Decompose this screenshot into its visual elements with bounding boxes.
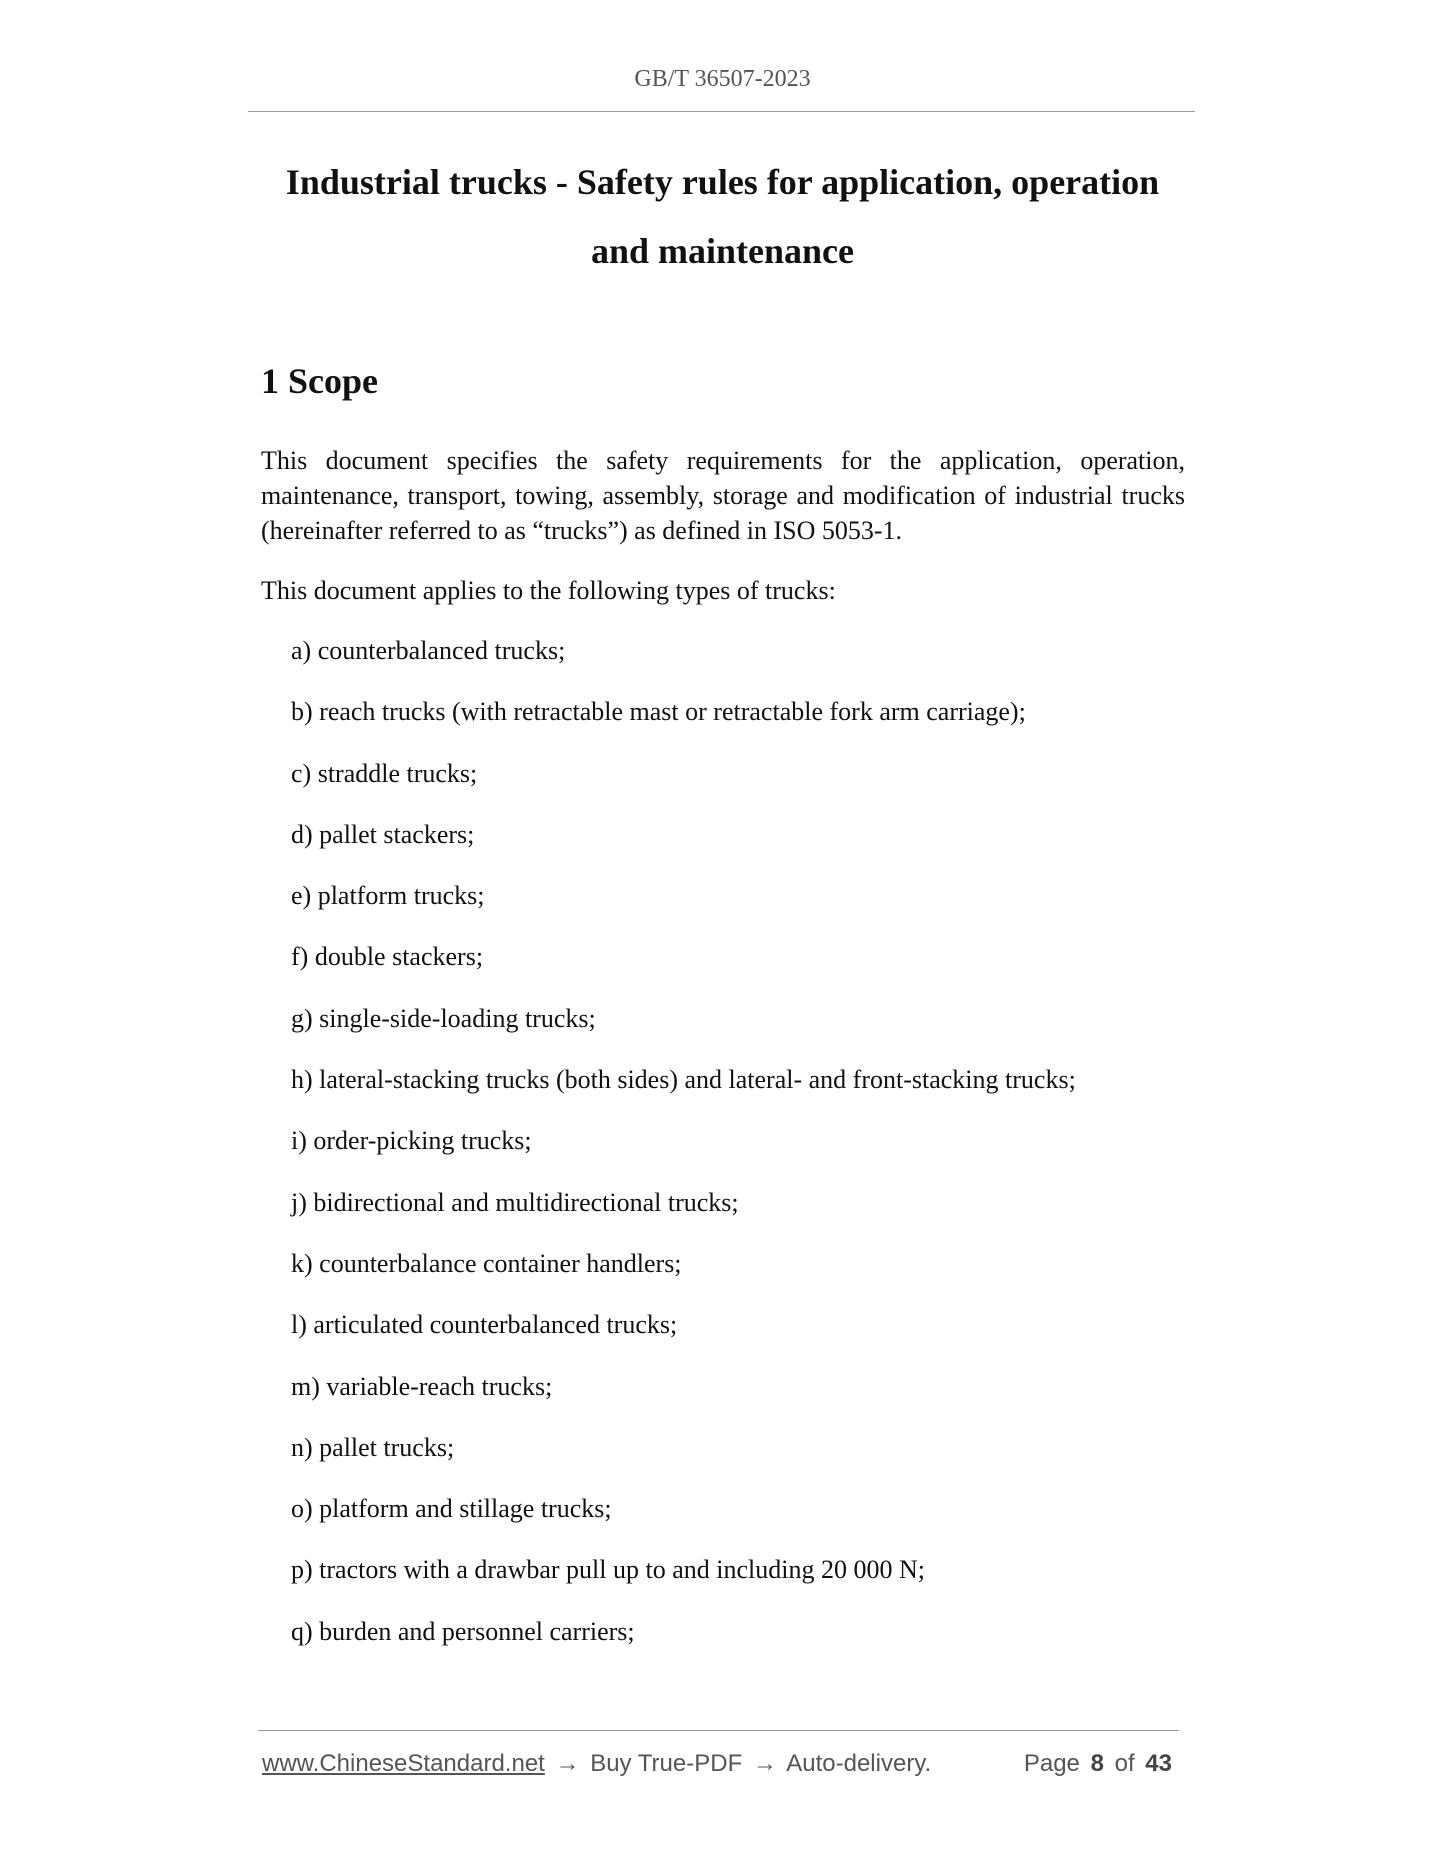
- list-item: d) pallet stackers;: [291, 819, 475, 849]
- scope-paragraph-1: This document specifies the safety requirements for the application, operation, maintenance, transport, towing, assembly, storage and modification of industrial trucks (hereinafter referred to as “trucks”) as defined in ISO 5053-1.: [261, 446, 1185, 545]
- list-item: g) single-side-loading trucks;: [291, 1003, 596, 1033]
- list-item: o) platform and stillage trucks;: [291, 1494, 612, 1524]
- list-item: m) variable-reach trucks;: [291, 1371, 553, 1401]
- list-item: b) reach trucks (with retractable mast or retractable fork arm carriage);: [291, 697, 1026, 727]
- document-title-line-2: and maintenance: [590, 231, 855, 271]
- list-item: c) straddle trucks;: [291, 758, 478, 788]
- page-label: Page: [1023, 1750, 1080, 1777]
- list-item: k) counterbalance container handlers;: [291, 1248, 682, 1278]
- document-title: [240, 148, 1205, 286]
- page-header-code: GB/T 36507-2023: [634, 66, 811, 92]
- buy-true-pdf-text: Buy True-PDF: [590, 1750, 743, 1777]
- footer-promo: [262, 1748, 931, 1780]
- truck-type-list: [291, 633, 1076, 1675]
- list-item: n) pallet trucks;: [291, 1432, 455, 1462]
- page-indicator: [1024, 1748, 1176, 1780]
- section-heading-scope: 1 Scope: [261, 361, 378, 401]
- list-item: a) counterbalanced trucks;: [291, 636, 566, 665]
- page-of-label: of: [1114, 1750, 1135, 1777]
- site-link[interactable]: www.ChineseStandard.net: [262, 1750, 545, 1777]
- list-item: i) order-picking trucks;: [291, 1126, 532, 1156]
- document-title-line-1: Industrial trucks - Safety rules for application, operation: [285, 162, 1160, 202]
- auto-delivery-text: Auto-delivery.: [786, 1750, 932, 1777]
- list-item: q) burden and personnel carriers;: [291, 1616, 635, 1646]
- total-pages-number: 43: [1145, 1750, 1172, 1777]
- arrow-right-icon: →: [752, 1750, 777, 1777]
- current-page-number: 8: [1090, 1750, 1104, 1777]
- arrow-right-icon: →: [555, 1750, 580, 1777]
- list-item: f) double stackers;: [291, 942, 484, 972]
- scope-paragraph-2: This document applies to the following types of trucks:: [261, 576, 836, 605]
- footer-divider: [258, 1730, 1179, 1731]
- list-item: p) tractors with a drawbar pull up to and including 20 000 N;: [291, 1555, 925, 1585]
- list-item: l) articulated counterbalanced trucks;: [291, 1310, 678, 1340]
- list-item: e) platform trucks;: [291, 881, 485, 911]
- list-item: h) lateral-stacking trucks (both sides) and lateral- and front-stacking trucks;: [291, 1065, 1076, 1095]
- list-item: j) bidirectional and multidirectional trucks;: [291, 1187, 739, 1217]
- header-divider: [248, 111, 1195, 112]
